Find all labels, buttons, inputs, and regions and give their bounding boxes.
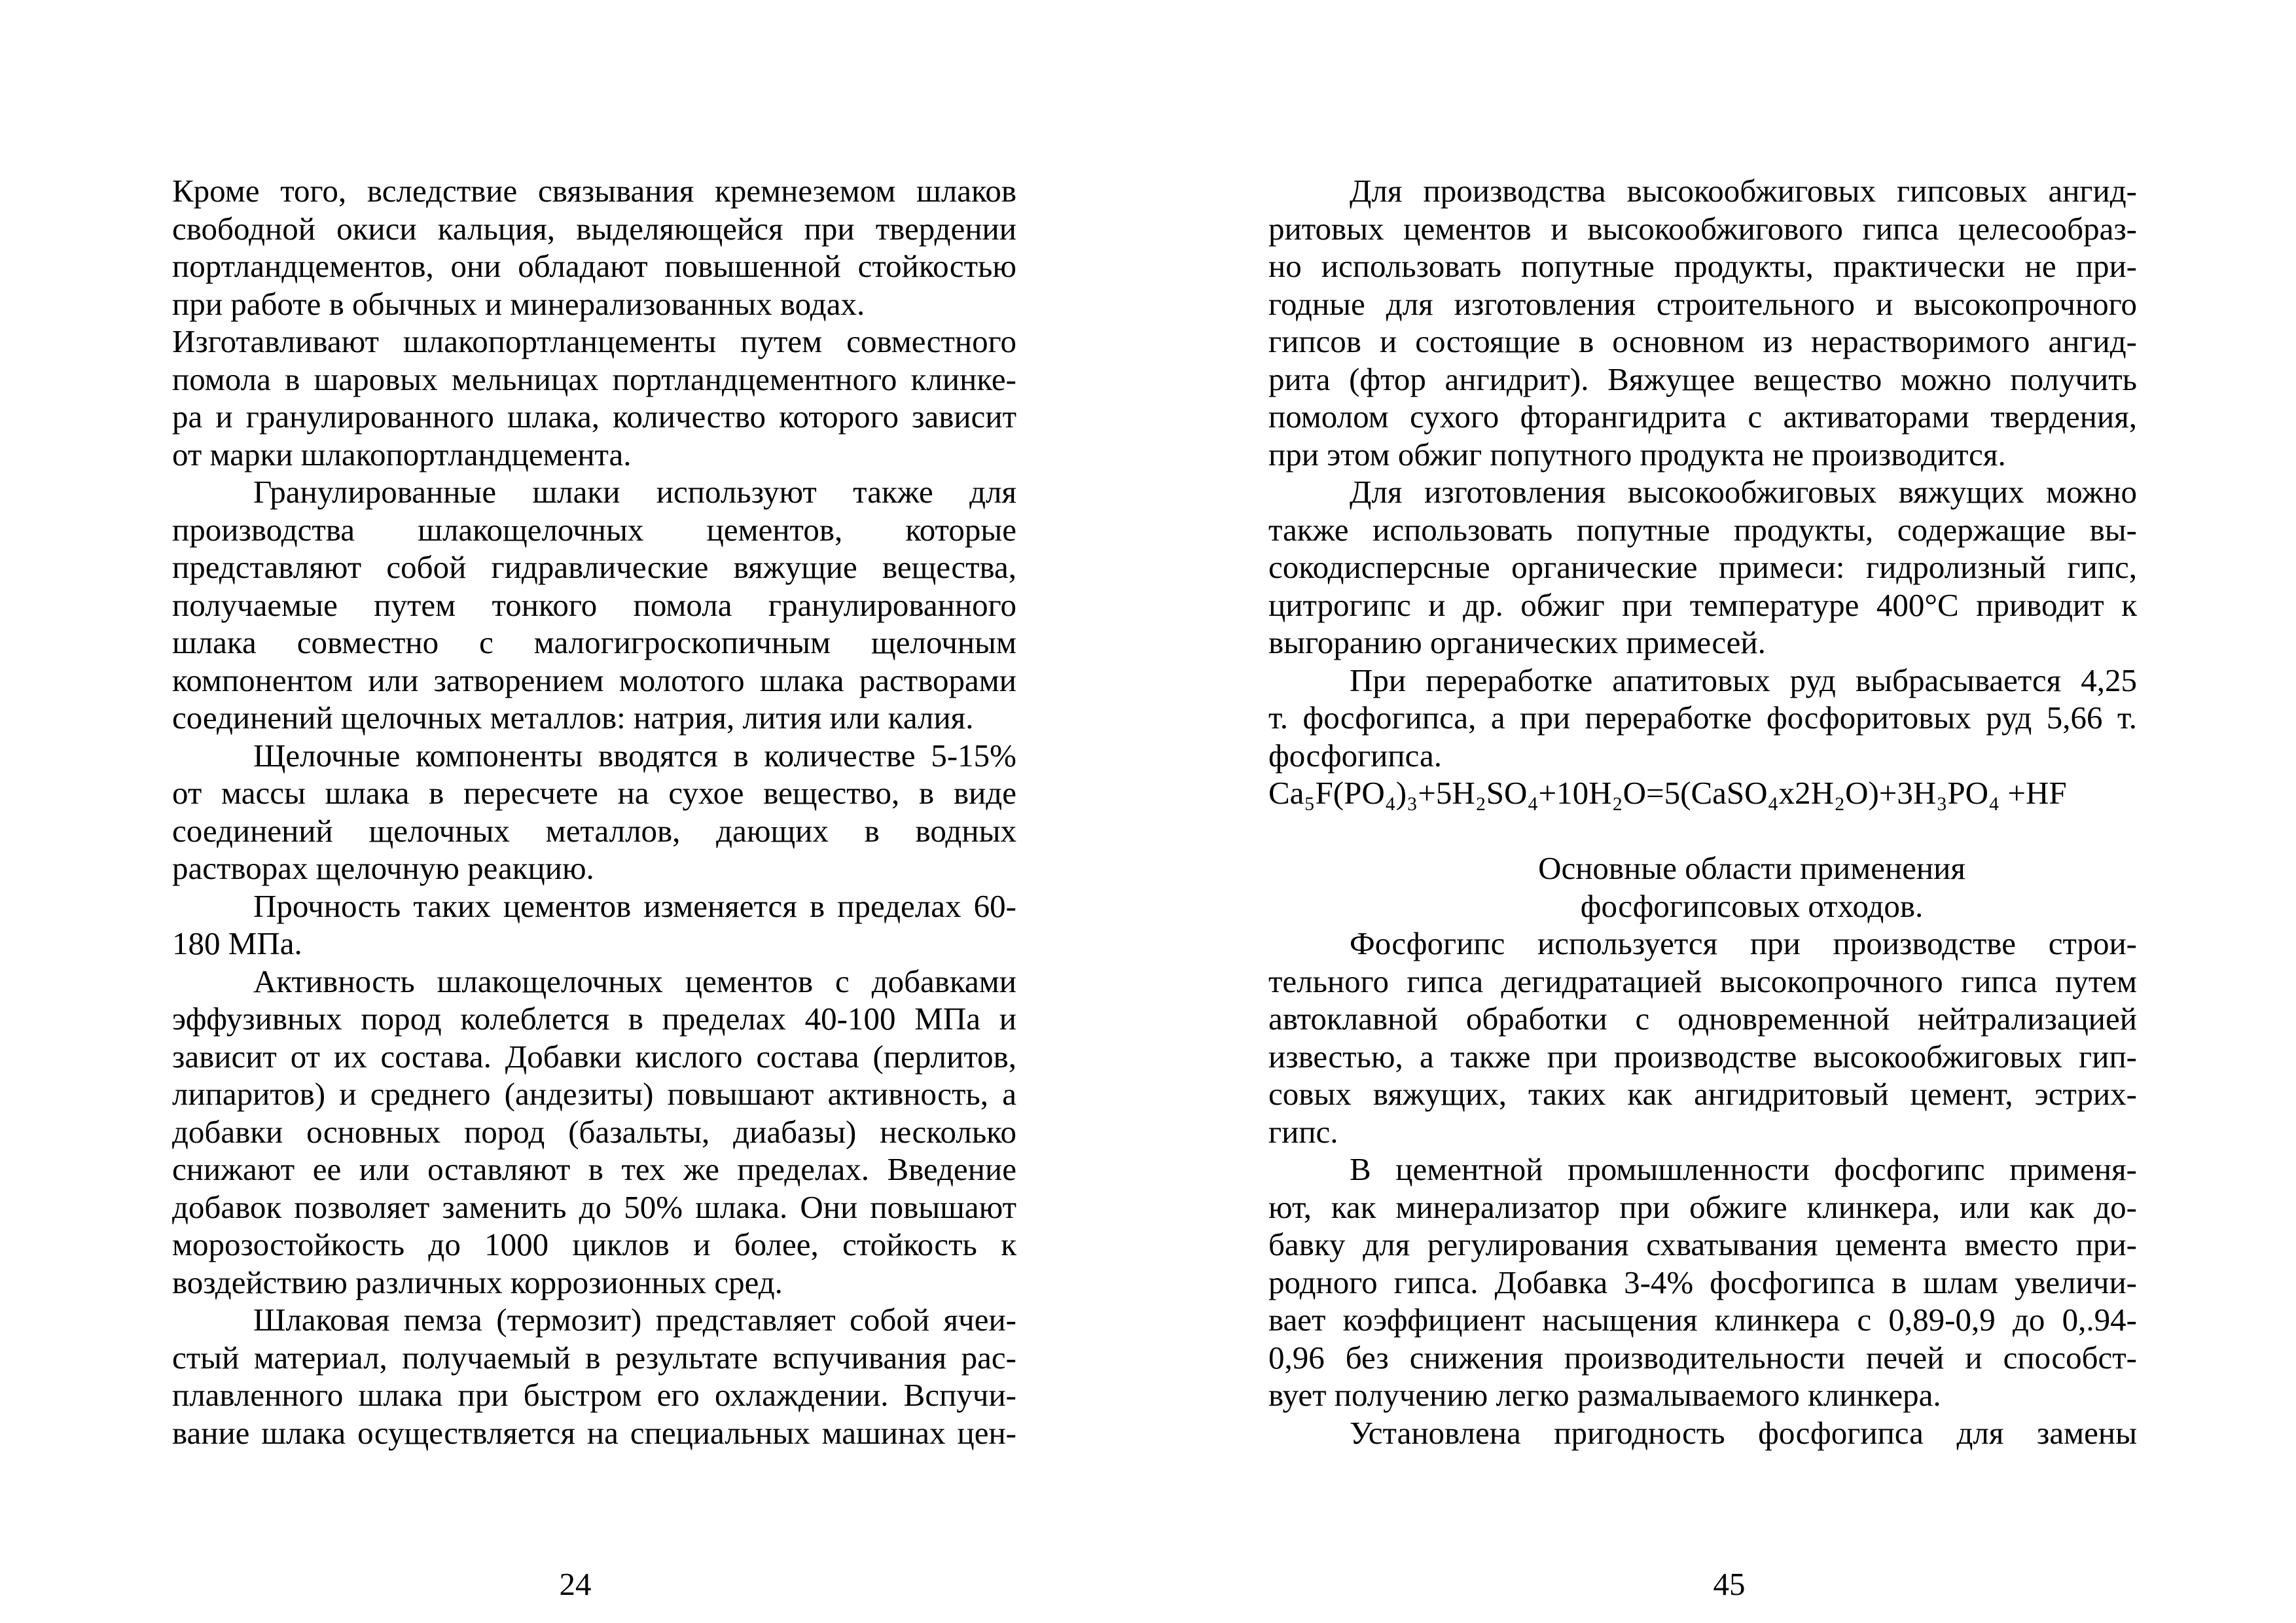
paragraph — [1268, 662, 2137, 775]
text-line: Щелочные компоненты вводятся в количестве 5-15% — [253, 737, 1016, 774]
paragraph — [1268, 1414, 2137, 1452]
text-line: 180 МПа. — [172, 925, 302, 961]
paragraph — [1268, 473, 2137, 662]
text-line: совых вяжущих, таких как ангидритовый цемент, эстрих- — [1268, 1076, 2137, 1112]
text-line: воздействию различных коррозионных сред. — [172, 1264, 783, 1300]
text-line: компонентом или затворением молотого шлака растворами — [172, 662, 1016, 698]
section-heading — [1268, 849, 2137, 925]
heading-line: Основные области применения — [1538, 850, 1965, 886]
left-page-text — [172, 172, 1016, 1452]
text-line: стый материал, получаемый в результате вспучивания рас- — [172, 1339, 1016, 1376]
text-line: но использовать попутные продукты, практически не при- — [1268, 248, 2137, 284]
text-line: родного гипса. Добавка 3-4% фосфогипса в шлам увеличи- — [1268, 1264, 2137, 1300]
text-line: представляют собой гидравлические вяжущие вещества, — [172, 549, 1016, 585]
paragraph — [1268, 172, 2137, 473]
right-page-text — [1268, 172, 2137, 1452]
paragraph — [172, 473, 1016, 737]
text-line: добавки основных пород (базальты, диабазы) несколько — [172, 1113, 1016, 1150]
text-line: 0,96 без снижения производительности печей и способст- — [1268, 1339, 2137, 1376]
text-line: производства шлакощелочных цементов, которые — [172, 511, 1016, 548]
text-line: известью, а также при производстве высокообжиговых гип- — [1268, 1038, 2137, 1075]
text-line: добавок позволяет заменить до 50% шлака. Они повышают — [172, 1188, 1016, 1225]
text-line: выгоранию органических примесей. — [1268, 624, 1766, 660]
paragraph — [172, 737, 1016, 887]
text-line: сокодисперсные органические примеси: гидролизный гипс, — [1268, 549, 2137, 585]
text-line: помола в шаровых мельницах портландцементного клинке- — [172, 361, 1016, 397]
text-line: Установлена пригодность фосфогипса для замены — [1350, 1414, 2137, 1451]
text-line: морозостойкость до 1000 циклов и более, стойкость к — [172, 1226, 1016, 1262]
chemical-formula — [1268, 774, 2137, 812]
text-line: Прочность таких цементов изменяется в пределах 60- — [253, 887, 1016, 924]
text-line: т. фосфогипса, а при переработке фосфоритовых руд 5,66 т. — [1268, 700, 2137, 736]
text-line: плавленного шлака при быстром его охлаждении. Вспучи- — [172, 1377, 1016, 1413]
text-line: цитрогипс и др. обжиг при температуре 400°С приводит к — [1268, 586, 2137, 623]
text-line: при работе в обычных и минерализованных водах. — [172, 285, 865, 322]
text-line: гипс. — [1268, 1113, 1338, 1150]
paragraph — [172, 1301, 1016, 1452]
text-line: свободной окиси кальция, выделяющейся при твердении — [172, 210, 1016, 247]
text-line: гипсов и состоящие в основном из нерастворимого ангид- — [1268, 323, 2137, 359]
text-line: бавку для регулирования схватывания цемента вместо при- — [1268, 1226, 2137, 1262]
formula-line: Ca₅F(PO₄)₃+5H₂SO₄+10H₂O=5(CaSO₄x2H₂O)+3H₃PO₄ +HF — [1268, 775, 2067, 811]
text-line: соединений щелочных металлов, дающих в водных — [172, 812, 1016, 849]
blank-line — [1268, 812, 2137, 850]
page-number: 45 — [1713, 1566, 1746, 1602]
text-line: липаритов) и среднего (андезиты) повышают активность, а — [172, 1076, 1016, 1112]
text-line: Шлаковая пемза (термозит) представляет собой ячеи- — [253, 1302, 1016, 1338]
text-line: вание шлака осуществляется на специальных машинах цен- — [172, 1414, 1016, 1451]
text-line: от марки шлакопортландцемента. — [172, 436, 632, 473]
paragraph — [172, 172, 1016, 323]
text-line: портландцементов, они обладают повышенной стойкостью — [172, 248, 1016, 284]
text-line: фосфогипса. — [1268, 737, 1442, 774]
text-line: годные для изготовления строительного и высокопрочного — [1268, 285, 2137, 322]
text-line: соединений щелочных металлов: натрия, лития или калия. — [172, 700, 974, 736]
text-line: Для производства высокообжиговых гипсовых ангид- — [1350, 173, 2137, 209]
text-line: при этом обжиг попутного продукта не производится. — [1268, 436, 2006, 473]
paragraph — [1268, 1150, 2137, 1414]
text-line: шлака совместно с малогигроскопичным щелочным — [172, 624, 1016, 660]
paragraph — [172, 963, 1016, 1302]
text-line: Фосфогипс используется при производстве строи- — [1350, 925, 2137, 961]
text-line: получаемые путем тонкого помола гранулированного — [172, 586, 1016, 623]
text-line: рита (фтор ангидрит). Вяжущее вещество можно получить — [1268, 361, 2137, 397]
heading-line: фосфогипсовых отходов. — [1580, 887, 1924, 924]
text-line: Гранулированные шлаки используют также для — [253, 474, 1016, 510]
text-line: тельного гипса дегидратацией высокопрочного гипса путем — [1268, 963, 2137, 999]
text-line: также использовать попутные продукты, содержащие вы- — [1268, 511, 2137, 548]
text-line: вует получению легко размалываемого клинкера. — [1268, 1377, 1941, 1413]
text-line: помолом сухого фторангидрита с активаторами твердения, — [1268, 399, 2137, 435]
text-line: В цементной промышленности фосфогипс применя- — [1350, 1151, 2137, 1187]
paragraph — [1268, 925, 2137, 1150]
paragraph — [172, 887, 1016, 963]
text-line: снижают ее или оставляют в тех же пределах. Введение — [172, 1151, 1016, 1187]
text-line: зависит от их состава. Добавки кислого состава (перлитов, — [172, 1038, 1016, 1075]
text-line: ра и гранулированного шлака, количество которого зависит — [172, 399, 1016, 435]
text-line: вает коэффициент насыщения клинкера с 0,89-0,9 до 0,.94- — [1268, 1302, 2137, 1338]
text-line: автоклавной обработки с одновременной нейтрализацией — [1268, 1001, 2137, 1037]
text-line: Для изготовления высокообжиговых вяжущих можно — [1350, 474, 2137, 510]
paragraph — [172, 323, 1016, 473]
text-line: ритовых цементов и высокообжигового гипса целесообраз- — [1268, 210, 2137, 247]
text-line: растворах щелочную реакцию. — [172, 850, 594, 886]
text-line: Кроме того, вследствие связывания кремнеземом шлаков — [172, 173, 1016, 209]
text-line: эффузивных пород колеблется в пределах 40-100 МПа и — [172, 1001, 1016, 1037]
text-line: Активность шлакощелочных цементов с добавками — [253, 963, 1016, 999]
text-line: При переработке апатитовых руд выбрасывается 4,25 — [1350, 662, 2137, 698]
text-line: от массы шлака в пересчете на сухое вещество, в виде — [172, 775, 1016, 811]
page-number: 24 — [559, 1566, 592, 1602]
text-line: Изготавливают шлакопортланцементы путем совместного — [172, 323, 1016, 359]
text-line: ют, как минерализатор при обжиге клинкера, или как до- — [1268, 1188, 2137, 1225]
